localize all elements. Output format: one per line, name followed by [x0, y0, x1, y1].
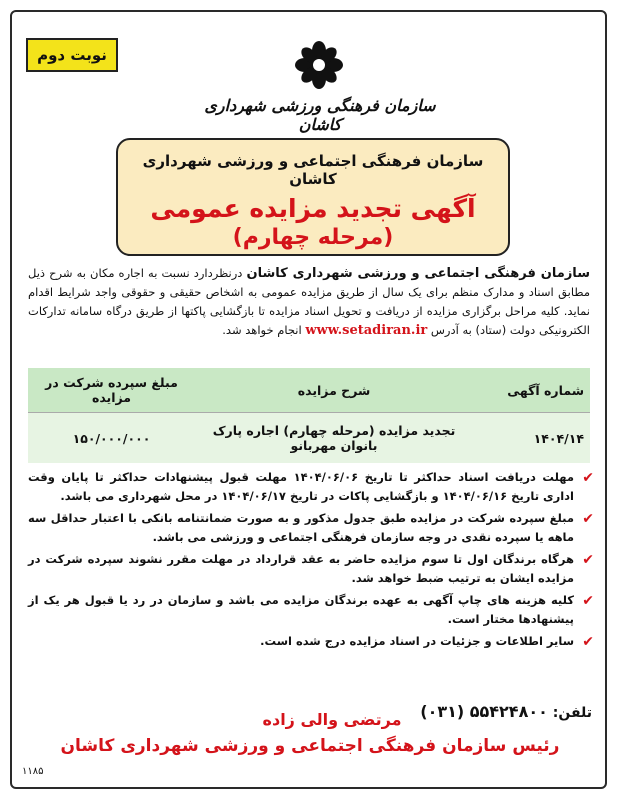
terms-list — [28, 468, 596, 654]
list-item — [28, 632, 596, 651]
term-text: مبلغ سپرده شرکت در مزایده طبق جدول مذکور و به صورت ضمانتنامه بانکی با اعتبار حداقل سه ماهه یا سپرده نقدی در وجه سازمان فرهنگی اجتماعی و ورزشی می باشد. — [28, 511, 574, 544]
checkmark-icon: ✔ — [582, 470, 594, 486]
intro-text: درنظردارد نسبت به اجاره مکان به شرح ذیل مطابق اسناد و مدارک منظم برای یک سال از طریق مزایده عمومی به اشخاص حقیقی و حقوقی واجد شرایط اقدام نماید. کلیه مراحل برگزاری مزایده از دریافت و تحویل اسناد مزایده تا بازگشایی پاکتها از طریق درگاه سامانه تدارکات الکترونیکی دولت (ستاد) به آدرس — [28, 266, 590, 337]
checkmark-icon: ✔ — [582, 634, 594, 650]
checkmark-icon: ✔ — [582, 511, 594, 527]
header-org-name: سازمان فرهنگی اجتماعی و ورزشی شهرداری کاشان — [142, 152, 484, 188]
notice-stage: (مرحله چهارم) — [232, 225, 394, 250]
cell-deposit: ۱۵۰/۰۰۰/۰۰۰ — [28, 413, 195, 464]
list-item — [28, 591, 596, 629]
intro-paragraph — [28, 264, 590, 340]
signer-name: مرتضی والی زاده — [262, 710, 402, 729]
notice-code: ۱۱۸۵ — [22, 766, 44, 777]
flower-emblem-icon — [292, 38, 346, 92]
term-text: مهلت دریافت اسناد حداکثر تا تاریخ ۱۴۰۴/۰۶/۰۶ مهلت قبول پیشنهادات حداکثر تا پایان وقت اداری تاریخ ۱۴۰۴/۰۶/۱۶ و بازگشایی پاکات در تاریخ ۱۴۰۴/۰۶/۱۷ در محل شهرداری می باشد. — [28, 470, 574, 503]
cell-notice-number: ۱۴۰۴/۱۴ — [473, 413, 590, 464]
term-text: کلیه هزینه های چاپ آگهی به عهده برندگان مزایده می باشد و سازمان در رد یا قبول هر یک از پیشنهادها مختار است. — [28, 593, 574, 626]
title-box — [116, 138, 510, 256]
phone-number: (۰۳۱) ۵۵۴۲۴۸۰۰ — [420, 702, 548, 721]
list-item — [28, 509, 596, 547]
setad-url-link[interactable]: www.setadiran.ir — [305, 323, 428, 338]
table-row — [28, 413, 590, 464]
term-text: سایر اطلاعات و جزئیات در اسناد مزایده درج شده است. — [260, 634, 574, 648]
checkmark-icon: ✔ — [582, 593, 594, 609]
intro-tail: انجام خواهد شد. — [222, 323, 306, 337]
intro-org-name: سازمان فرهنگی اجتماعی و ورزشی شهرداری کاشان — [246, 266, 590, 281]
phone-label: تلفن: — [552, 705, 592, 721]
signer-title: رئیس سازمان فرهنگی اجتماعی و ورزشی شهرداری کاشان — [60, 736, 560, 756]
checkmark-icon: ✔ — [582, 552, 594, 568]
notice-title: آگهی تجدید مزایده عمومی — [150, 194, 476, 223]
list-item — [28, 550, 596, 588]
table-header-row — [28, 368, 590, 413]
header-deposit: مبلغ سپرده شرکت در مزایده — [28, 368, 195, 413]
auction-table — [28, 368, 590, 463]
publication-round-badge: نوبت دوم — [26, 38, 118, 72]
header-notice-number: شماره آگهی — [473, 368, 590, 413]
term-text: هرگاه برندگان اول تا سوم مزایده حاضر به عقد قرارداد در مهلت مقرر نشوند سپرده شرکت در مزایده ایشان به ترتیب ضبط خواهد شد. — [28, 552, 574, 585]
cell-description: تجدید مزایده (مرحله چهارم) اجاره پارک بانوان مهربانو — [195, 413, 473, 464]
organization-signature-logo: سازمان فرهنگی ورزشی شهرداری کاشان — [204, 96, 436, 134]
header-description: شرح مزایده — [195, 368, 473, 413]
list-item — [28, 468, 596, 506]
